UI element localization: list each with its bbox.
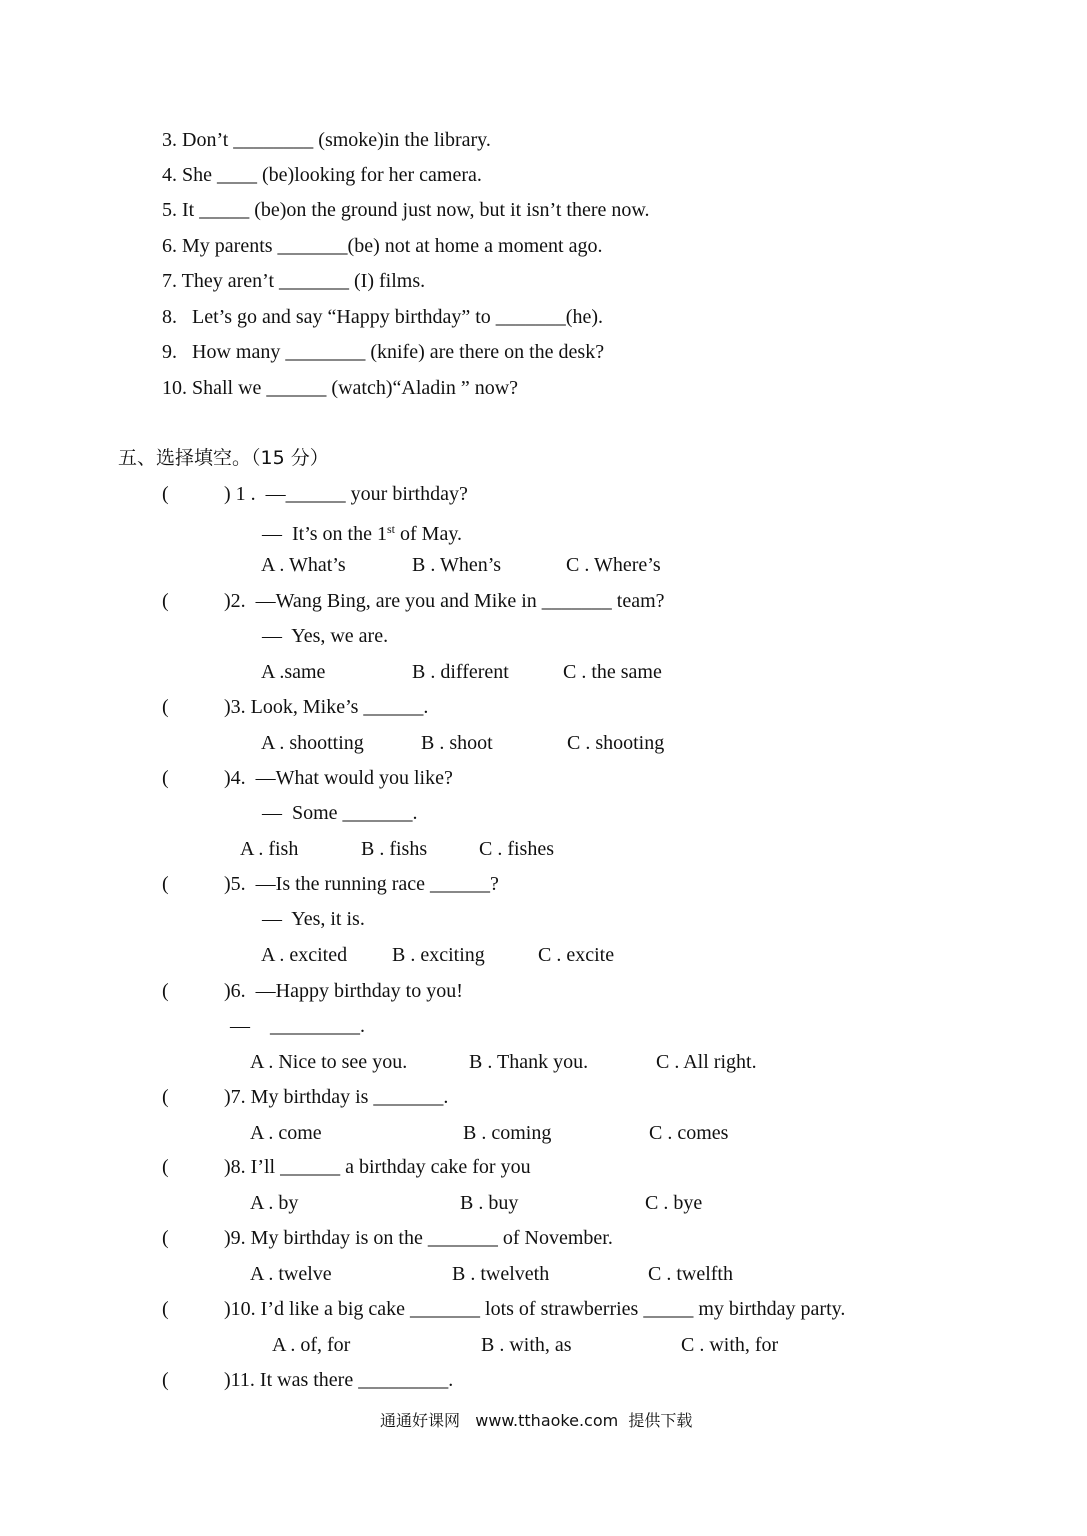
option-c: C . All right. <box>656 1051 757 1073</box>
option-b: B . shoot <box>421 732 493 754</box>
answer-paren: ( <box>162 590 169 612</box>
question-2: )2. —Wang Bing, are you and Mike in _______ team? <box>224 590 665 612</box>
fill-item: 10. Shall we ______ (watch)“Aladin ” now? <box>162 377 519 399</box>
option-b: B . twelveth <box>452 1263 550 1285</box>
option-c: C . comes <box>649 1122 729 1144</box>
option-a: A . Nice to see you. <box>250 1051 408 1073</box>
option-c: C . with, for <box>681 1334 779 1356</box>
option-c: C . bye <box>645 1192 703 1214</box>
answer-paren: ( <box>162 1369 169 1391</box>
question-10: )10. I’d like a big cake _______ lots of strawberries _____ my birthday party. <box>224 1298 846 1320</box>
question-2-answer: — Yes, we are. <box>262 625 389 647</box>
fill-item: 3. Don’t ________ (smoke)in the library. <box>162 129 491 151</box>
question-8: )8. I’ll ______ a birthday cake for you <box>224 1156 531 1178</box>
option-b: B . fishs <box>361 838 428 860</box>
section-5-title: 五、选择填空。（15 分） <box>118 447 329 469</box>
answer-paren: ( <box>162 1086 169 1108</box>
question-4: )4. —What would you like? <box>224 767 453 789</box>
answer-paren: ( <box>162 696 169 718</box>
answer-paren: ( <box>162 1227 169 1249</box>
option-a: A . of, for <box>272 1334 351 1356</box>
option-c: C . fishes <box>479 838 554 860</box>
option-a: A . excited <box>261 944 348 966</box>
option-a: A . What’s <box>261 554 346 576</box>
option-c: C . Where’s <box>566 554 661 576</box>
option-c: C . twelfth <box>648 1263 733 1285</box>
option-c: C . excite <box>538 944 615 966</box>
answer-paren: ( <box>162 873 169 895</box>
question-5-answer: — Yes, it is. <box>262 908 365 930</box>
fill-item: 4. She ____ (be)looking for her camera. <box>162 164 482 186</box>
fill-item: 8. Let’s go and say “Happy birthday” to _______(he). <box>162 306 604 328</box>
option-a: A . shootting <box>261 732 364 754</box>
option-a: A . fish <box>240 838 299 860</box>
question-9: )9. My birthday is on the _______ of November. <box>224 1227 613 1249</box>
option-b: B . coming <box>463 1122 552 1144</box>
question-7: )7. My birthday is _______. <box>224 1086 449 1108</box>
question-11: )11. It was there _________. <box>224 1369 454 1391</box>
option-b: B . with, as <box>481 1334 572 1356</box>
option-c: C . the same <box>563 661 662 683</box>
option-a: A .same <box>261 661 326 683</box>
option-b: B . different <box>412 661 509 683</box>
option-a: A . come <box>250 1122 322 1144</box>
page-footer: 通通好课网 www.tthaoke.com 提供下载 <box>380 1411 693 1430</box>
question-4-answer: — Some _______. <box>262 802 418 824</box>
question-6-answer: — _________. <box>230 1015 365 1037</box>
answer-paren: ( <box>162 980 169 1002</box>
answer-paren: ( <box>162 1156 169 1178</box>
answer-paren: ( <box>162 1298 169 1320</box>
fill-item: 6. My parents _______(be) not at home a moment ago. <box>162 235 603 257</box>
option-c: C . shooting <box>567 732 665 754</box>
answer-paren: ( <box>162 767 169 789</box>
answer-paren: ( <box>162 483 169 505</box>
option-b: B . When’s <box>412 554 502 576</box>
question-5: )5. —Is the running race ______? <box>224 873 499 895</box>
option-b: B . exciting <box>392 944 485 966</box>
option-a: A . twelve <box>250 1263 332 1285</box>
option-b: B . Thank you. <box>469 1051 589 1073</box>
fill-item: 7. They aren’t _______ (I) films. <box>162 270 426 292</box>
question-1-answer: — It’s on the 1st of May. <box>262 522 463 545</box>
question-1: ) 1 . —______ your birthday? <box>224 483 468 505</box>
option-a: A . by <box>250 1192 299 1214</box>
fill-item: 5. It _____ (be)on the ground just now, but it isn’t there now. <box>162 199 650 221</box>
question-6: )6. —Happy birthday to you! <box>224 980 463 1002</box>
fill-item: 9. How many ________ (knife) are there on the desk? <box>162 341 605 363</box>
question-3: )3. Look, Mike’s ______. <box>224 696 429 718</box>
option-b: B . buy <box>460 1192 519 1214</box>
